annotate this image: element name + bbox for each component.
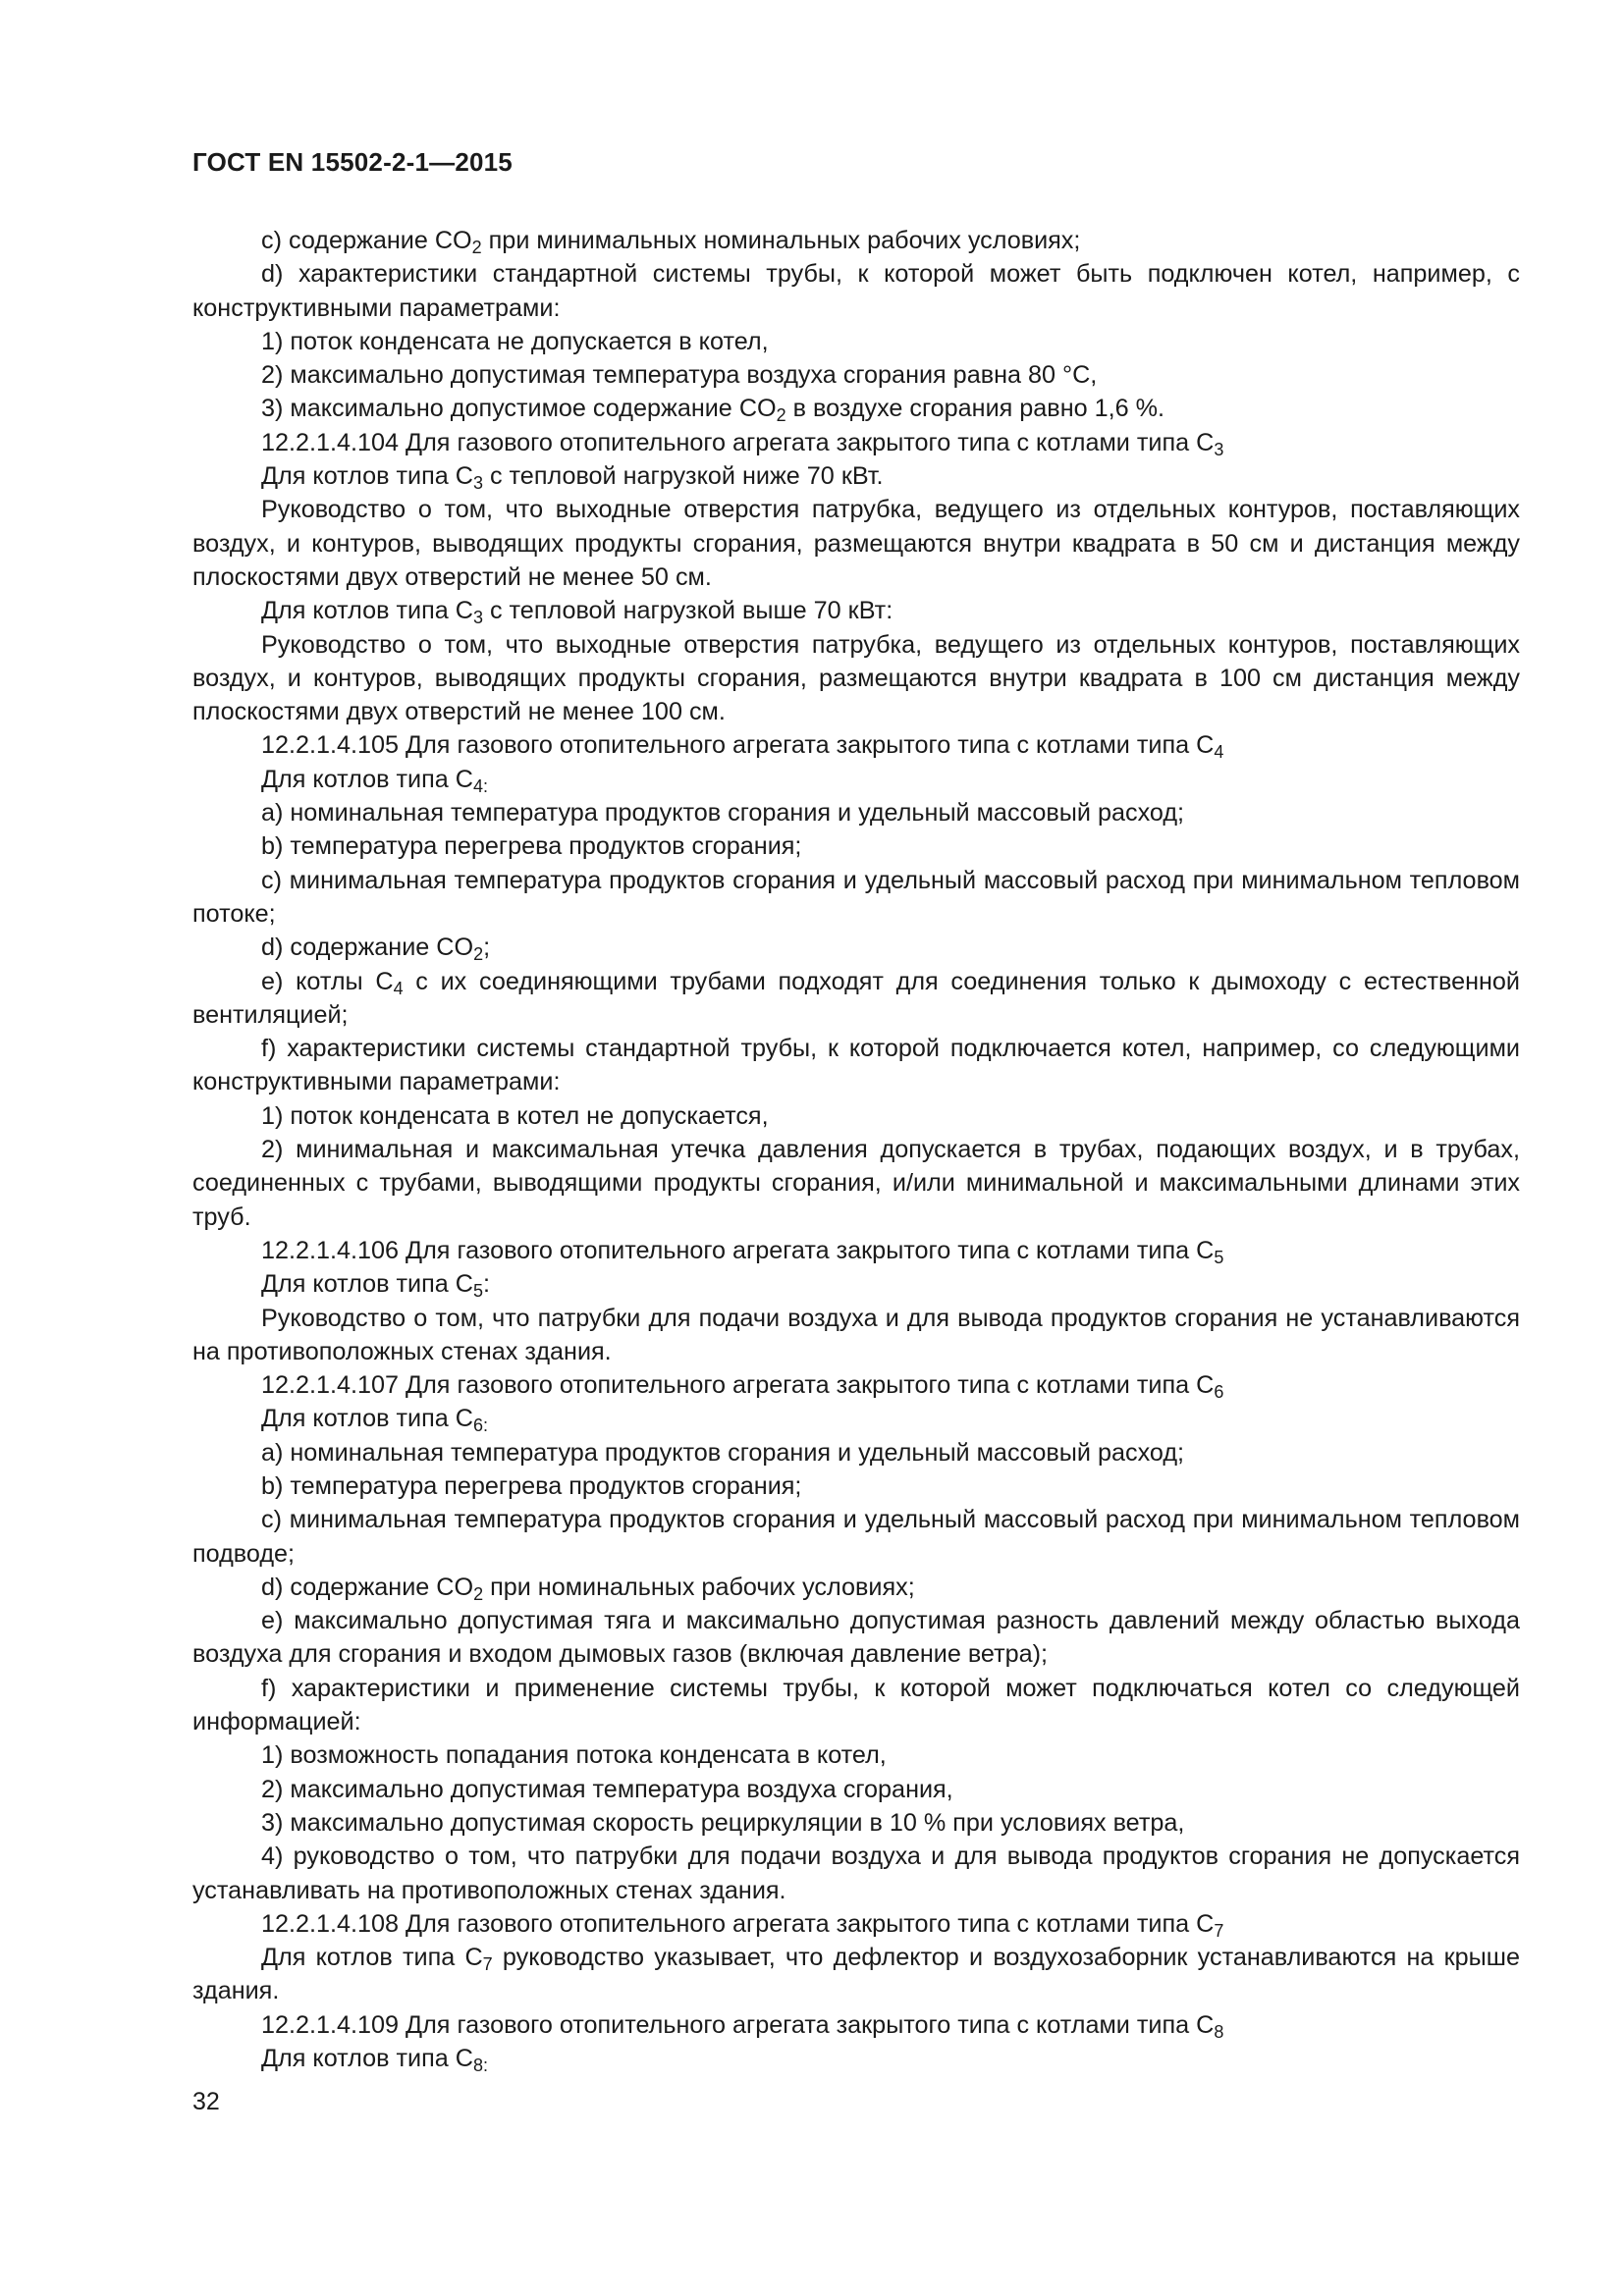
paragraph-text: b) температура перегрева продуктов сгорания; (261, 832, 802, 861)
paragraph-text: e) котлы C (261, 967, 394, 995)
paragraph-text: Для котлов типа C (261, 1270, 473, 1299)
paragraph (192, 459, 1520, 493)
subscript: 4: (472, 775, 488, 796)
paragraph (192, 1806, 1520, 1840)
paragraph-text: Руководство о том, что выходные отверстия патрубка, ведущего из отдельных контуров, поставляющих воздух, и контуров, выводящих продукты сгорания, размещаются внутри квадрата в 50 см и дистанция между плоскостями двух отверстий не менее 50 см. (192, 496, 1520, 591)
paragraph-text: 1) возможность попадания потока конденсата в котел, (261, 1741, 887, 1770)
document-body (192, 224, 1520, 2075)
subscript: 5 (1214, 1247, 1224, 1267)
paragraph-text: Руководство о том, что патрубки для подачи воздуха и для вывода продуктов сгорания не устанавливаются на противоположных стенах здания. (192, 1304, 1520, 1365)
subscript: 2 (776, 405, 786, 426)
paragraph-text: при минимальных номинальных рабочих условиях; (481, 227, 1081, 254)
paragraph-text: Для котлов типа C (261, 765, 473, 793)
paragraph (192, 426, 1520, 459)
subscript: 6: (472, 1415, 488, 1436)
paragraph-text: c) содержание CO (261, 227, 472, 254)
subscript: 3 (472, 608, 483, 628)
paragraph-text: Руководство о том, что выходные отверстия патрубка, ведущего из отдельных контуров, поставляющих воздух, и контуров, выводящих продукты сгорания, размещаются внутри квадрата в 100 см дистанция между плоскостями двух отверстий не менее 100 см. (192, 630, 1520, 726)
subscript: 4 (393, 978, 404, 998)
paragraph (192, 1941, 1520, 2008)
paragraph (192, 965, 1520, 1033)
paragraph (192, 325, 1520, 358)
paragraph (192, 493, 1520, 594)
paragraph (192, 392, 1520, 425)
paragraph-text: Для котлов типа C (261, 1944, 483, 1972)
paragraph (192, 1267, 1520, 1301)
paragraph (192, 1368, 1520, 1402)
paragraph (192, 1402, 1520, 1435)
paragraph (192, 1840, 1520, 1907)
paragraph-text: c) минимальная температура продуктов сгорания и удельный массовый расход при минимальном тепловом потоке; (192, 866, 1520, 928)
paragraph-text: f) характеристики системы стандартной трубы, к которой подключается котел, например, со следующими конструктивными параметрами: (192, 1035, 1520, 1096)
paragraph (192, 763, 1520, 796)
paragraph-text: 4) руководство о том, что патрубки для подачи воздуха и для вывода продуктов сгорания не допускается устанавливать на противоположных стенах здания. (192, 1842, 1520, 1904)
paragraph-text: d) характеристики стандартной системы трубы, к которой может быть подключен котел, например, с конструктивными параметрами: (192, 260, 1520, 322)
subscript: 8 (1214, 2021, 1224, 2042)
document-header: ГОСТ EN 15502-2-1—2015 (192, 147, 513, 177)
paragraph-text: 2) максимально допустимая температура воздуха сгорания равна 80 °С, (261, 361, 1098, 390)
page-number: 32 (192, 2088, 220, 2115)
paragraph (192, 1604, 1520, 1672)
subscript: 3 (1214, 439, 1224, 459)
paragraph-text: e) максимально допустимая тяга и максимально допустимая разность давлений между областью выхода воздуха для сгорания и входом дымовых газов (включая давление ветра); (192, 1607, 1520, 1669)
paragraph (192, 1302, 1520, 1369)
paragraph (192, 628, 1520, 729)
subscript: 8: (472, 2056, 488, 2076)
paragraph-text: Для котлов типа C (261, 597, 473, 625)
paragraph (192, 2042, 1520, 2075)
paragraph-text: 12.2.1.4.105 Для газового отопительного агрегата закрытого типа с котлами типа C (261, 731, 1215, 760)
subscript: 2 (473, 944, 484, 965)
subscript: 7 (1214, 1920, 1224, 1941)
paragraph-text: Для котлов типа C (261, 1405, 473, 1433)
subscript: 2 (473, 1583, 484, 1604)
paragraph-text: ; (483, 934, 491, 962)
paragraph (192, 931, 1520, 964)
paragraph-text: 12.2.1.4.106 Для газового отопительного агрегата закрытого типа с котлами типа C (261, 1236, 1215, 1264)
paragraph (192, 1436, 1520, 1469)
paragraph-text: c) минимальная температура продуктов сгорания и удельный массовый расход при минимальном тепловом подводе; (192, 1506, 1520, 1568)
paragraph-text: 3) максимально допустимое содержание CO (261, 395, 777, 423)
paragraph-text: 2) минимальная и максимальная утечка давления допускается в трубах, подающих воздух, и в трубах, соединенных с трубами, выводящими продукты сгорания, и/или минимальной и максимальными длинами этих труб. (192, 1136, 1520, 1231)
paragraph-text: 1) поток конденсата не допускается в котел, (261, 327, 769, 355)
paragraph (192, 1738, 1520, 1772)
paragraph (192, 829, 1520, 863)
paragraph (192, 1469, 1520, 1503)
paragraph (192, 1907, 1520, 1941)
paragraph-text: b) температура перегрева продуктов сгорания; (261, 1471, 802, 1500)
paragraph-text: 2) максимально допустимая температура воздуха сгорания, (261, 1775, 953, 1803)
paragraph-text: : (482, 1270, 490, 1299)
paragraph (192, 796, 1520, 829)
paragraph-text: Для котлов типа C (261, 462, 473, 491)
paragraph (192, 358, 1520, 392)
paragraph-text: 3) максимально допустимая скорость рециркуляции в 10 % при условиях ветра, (261, 1808, 1185, 1837)
subscript: 5 (472, 1281, 483, 1302)
paragraph-text: при номинальных рабочих условиях; (483, 1573, 915, 1601)
paragraph-text: 12.2.1.4.107 Для газового отопительного агрегата закрытого типа с котлами типа C (261, 1371, 1215, 1400)
paragraph-text: f) характеристики и применение системы трубы, к которой может подключаться котел со следующей информацией: (192, 1674, 1520, 1736)
paragraph-text: 12.2.1.4.108 Для газового отопительного агрегата закрытого типа с котлами типа C (261, 1909, 1215, 1938)
paragraph-text: руководство указывает, что дефлектор и воздухозаборник устанавливаются на крыше здания. (192, 1944, 1520, 2005)
paragraph (192, 1133, 1520, 1234)
paragraph-text: Для котлов типа C (261, 2045, 473, 2073)
paragraph-text: с тепловой нагрузкой ниже 70 кВт. (482, 462, 884, 491)
paragraph (192, 728, 1520, 762)
subscript: 3 (472, 473, 483, 494)
subscript: 2 (471, 238, 482, 257)
paragraph-text: в воздухе сгорания равно 1,6 %. (785, 395, 1165, 423)
subscript: 7 (482, 1954, 493, 1975)
paragraph-text: 12.2.1.4.109 Для газового отопительного агрегата закрытого типа с котлами типа C (261, 2010, 1215, 2039)
paragraph-text: a) номинальная температура продуктов сгорания и удельный массовый расход; (261, 1438, 1185, 1467)
subscript: 6 (1214, 1382, 1224, 1403)
paragraph-text: a) номинальная температура продуктов сгорания и удельный массовый расход; (261, 799, 1185, 828)
paragraph (192, 1099, 1520, 1133)
paragraph (192, 1773, 1520, 1806)
paragraph (192, 594, 1520, 627)
paragraph (192, 1672, 1520, 1739)
paragraph (192, 1032, 1520, 1099)
paragraph-text: 1) поток конденсата в котел не допускается, (261, 1101, 769, 1130)
subscript: 4 (1214, 742, 1224, 763)
paragraph (192, 257, 1520, 325)
paragraph-text: 12.2.1.4.104 Для газового отопительного агрегата закрытого типа с котлами типа C (261, 428, 1215, 456)
paragraph (192, 864, 1520, 932)
paragraph-text: с их соединяющими трубами подходят для соединения только к дымоходу с естественной вентиляцией; (192, 967, 1520, 1029)
paragraph (192, 2008, 1520, 2042)
paragraph (192, 224, 1520, 257)
paragraph (192, 1503, 1520, 1571)
paragraph-text: d) содержание CO (261, 934, 474, 962)
paragraph-text: с тепловой нагрузкой выше 70 кВт: (482, 597, 893, 625)
paragraph (192, 1234, 1520, 1267)
paragraph (192, 1571, 1520, 1604)
paragraph-text: d) содержание CO (261, 1573, 474, 1601)
